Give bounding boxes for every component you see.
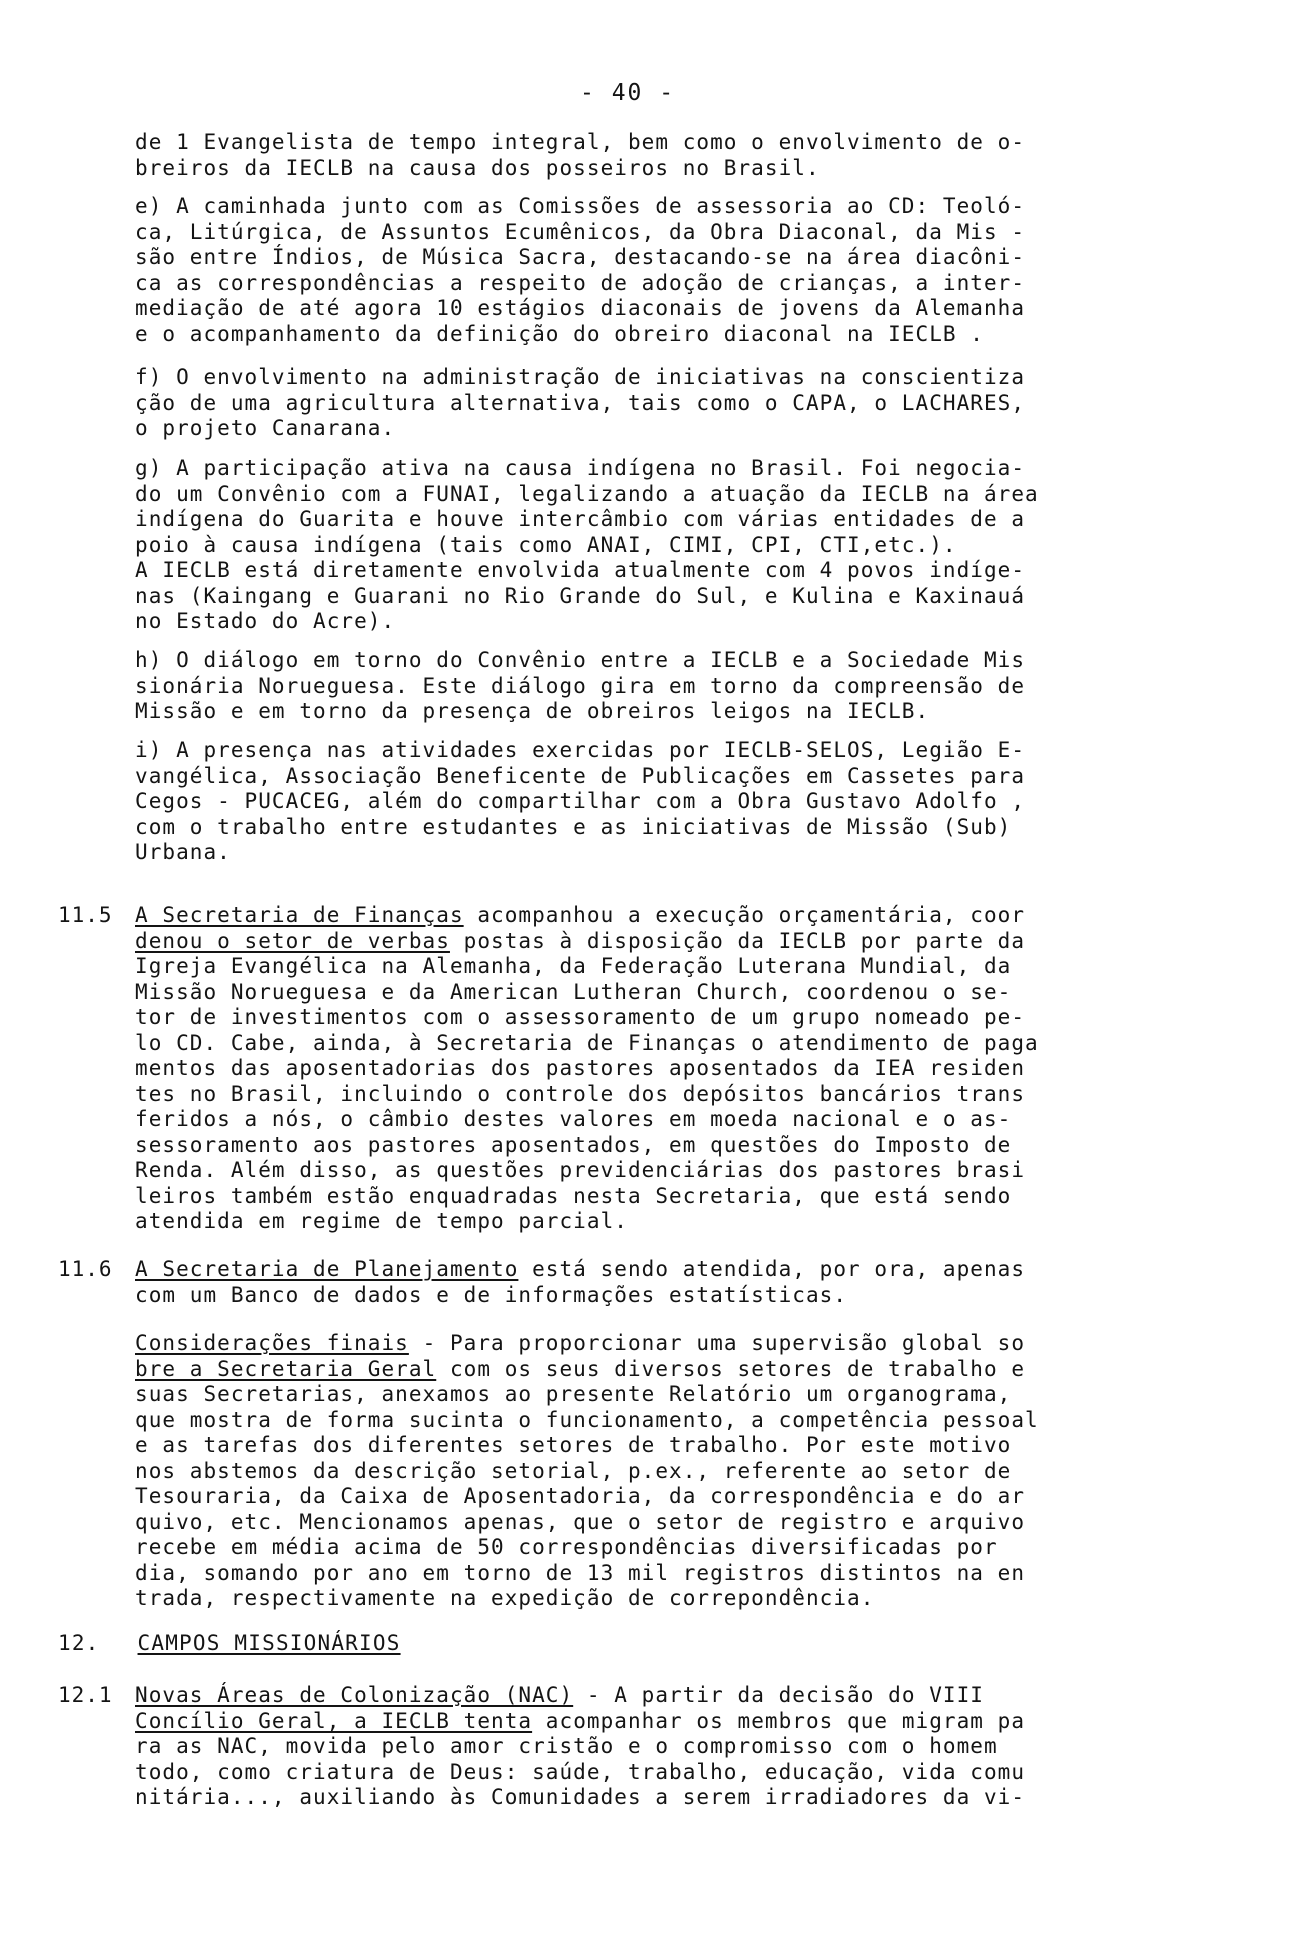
text-line: Urbana.: [135, 840, 231, 864]
text-line: suas Secretarias, anexamos ao presente Relatório um organograma,: [135, 1382, 1012, 1406]
text-line: feridos a nós, o câmbio destes valores em moeda nacional e o as-: [135, 1107, 1012, 1131]
list-item-f: [135, 365, 1180, 442]
section-number: 12.: [58, 1631, 100, 1655]
page-number: - 40 -: [580, 80, 676, 106]
text-line: ra as NAC, movida pelo amor cristão e o compromisso com o homem: [135, 1734, 998, 1758]
section-12-1: [135, 1683, 1180, 1811]
text-line: [135, 903, 1180, 929]
text-run: postas à disposição da IECLB por parte da: [449, 928, 1026, 953]
text-line: [135, 1331, 1180, 1357]
text-line: que mostra de forma sucinta o funcionamento, a competência pessoal: [135, 1407, 1039, 1432]
text-line: [135, 1257, 1180, 1283]
text-line: [135, 929, 1180, 955]
text-line: leiros também estão enquadradas nesta Secretaria, que está sendo: [135, 1183, 1012, 1208]
text-run: - Para proporcionar uma supervisão global so: [408, 1331, 1026, 1355]
section-number: 11.6: [58, 1257, 113, 1281]
underlined-text: bre a Secretaria Geral: [135, 1356, 437, 1381]
text-line: ção de uma agricultura alternativa, tais como o CAPA, o LACHARES,: [135, 390, 1026, 415]
text-line: com o trabalho entre estudantes e as iniciativas de Missão (Sub): [135, 814, 1012, 839]
list-item-e: [135, 194, 1180, 347]
underlined-text: denou o setor de verbas: [135, 928, 450, 953]
text-line: [135, 1709, 1180, 1735]
text-line: Igreja Evangélica na Alemanha, da Federação Luterana Mundial, da: [135, 954, 1012, 978]
text-line: f) O envolvimento na administração de iniciativas na conscientiza: [135, 365, 1026, 389]
text-line: atendida em regime de tempo parcial.: [135, 1209, 628, 1233]
text-run: está sendo atendida, por ora, apenas: [518, 1257, 1026, 1281]
text-line: tor de investimentos com o assessoramento de um grupo nomeado pe-: [135, 1005, 1026, 1029]
list-item-g: [135, 456, 1180, 635]
text-line: ca as correspondências a respeito de adoção de crianças, a inter-: [135, 270, 1026, 295]
list-item-i: [135, 738, 1180, 866]
text-line: todo, como criatura de Deus: saúde, trabalho, educação, vida comu: [135, 1759, 1026, 1784]
text-line: Tesouraria, da Caixa de Aposentadoria, da correspondência e do ar: [135, 1484, 1026, 1508]
underlined-title: A Secretaria de Finanças: [135, 903, 464, 927]
text-line: o projeto Canarana.: [135, 416, 396, 440]
underlined-title: A Secretaria de Planejamento: [135, 1257, 519, 1281]
underlined-title: Novas Áreas de Colonização (NAC): [135, 1683, 574, 1707]
text-line: são entre Índios, de Música Sacra, destacando-se na área diacôni-: [135, 245, 1026, 269]
text-line: Missão e em torno da presença de obreiros leigos na IECLB.: [135, 699, 930, 723]
final-considerations: [135, 1331, 1180, 1612]
text-line: breiros da IECLB na causa dos posseiros no Brasil.: [135, 155, 820, 180]
text-line: mentos das aposentadorias dos pastores aposentados da IEA residen: [135, 1056, 1026, 1080]
text-line: com um Banco de dados e de informações estatísticas.: [135, 1282, 848, 1307]
text-line: Missão Norueguesa e da American Lutheran Church, coordenou o se-: [135, 979, 1012, 1004]
text-run: com os seus diversos setores de trabalho e: [436, 1356, 1026, 1381]
list-item-h: [135, 648, 1180, 725]
text-line: sessoramento aos pastores aposentados, em questões do Imposto de: [135, 1132, 1012, 1157]
text-line: A IECLB está diretamente envolvida atualmente com 4 povos indíge-: [135, 558, 1026, 582]
text-line: ca, Litúrgica, de Assuntos Ecumênicos, da Obra Diaconal, da Mis -: [135, 219, 1026, 244]
text-line: e o acompanhamento da definição do obreiro diaconal na IECLB .: [135, 321, 984, 346]
text-line: sionária Norueguesa. Este diálogo gira em torno da compreensão de: [135, 673, 1026, 698]
section-title: CAMPOS MISSIONÁRIOS: [137, 1631, 401, 1655]
text-line: recebe em média acima de 50 correspondências diversificadas por: [135, 1535, 998, 1559]
underlined-title: Considerações finais: [135, 1331, 409, 1355]
text-line: i) A presença nas atividades exercidas por IECLB-SELOS, Legião E-: [135, 738, 1026, 762]
text-line: h) O diálogo em torno do Convênio entre a IECLB e a Sociedade Mis: [135, 648, 1026, 672]
text-line: do um Convênio com a FUNAI, legalizando a atuação da IECLB na área: [135, 481, 1039, 506]
text-line: poio à causa indígena (tais como ANAI, CIMI, CPI, CTI,etc.).: [135, 532, 957, 557]
section-12-heading: [58, 1631, 401, 1657]
underlined-text: Concílio Geral, a IECLB tenta: [135, 1708, 533, 1733]
text-line: nas (Kaingang e Guarani no Rio Grande do Sul, e Kulina e Kaxinauá: [135, 583, 1026, 608]
text-line: [135, 1683, 1180, 1709]
text-line: quivo, etc. Mencionamos apenas, que o setor de registro e arquivo: [135, 1509, 1026, 1534]
text-line: e as tarefas dos diferentes setores de trabalho. Por este motivo: [135, 1433, 1012, 1457]
text-line: mediação de até agora 10 estágios diaconais de jovens da Alemanha: [135, 296, 1026, 320]
paragraph-intro: [135, 130, 1180, 181]
text-line: no Estado do Acre).: [135, 609, 396, 633]
text-line: trada, respectivamente na expedição de correpondência.: [135, 1586, 875, 1610]
text-line: de 1 Evangelista de tempo integral, bem como o envolvimento de o-: [135, 130, 1026, 154]
text-line: Renda. Além disso, as questões previdenciárias dos pastores brasi: [135, 1158, 1026, 1182]
text-line: tes no Brasil, incluindo o controle dos depósitos bancários trans: [135, 1081, 1026, 1106]
text-line: indígena do Guarita e houve intercâmbio com várias entidades de a: [135, 507, 1026, 531]
text-line: e) A caminhada junto com as Comissões de assessoria ao CD: Teoló-: [135, 194, 1026, 218]
text-line: lo CD. Cabe, ainda, à Secretaria de Finanças o atendimento de paga: [135, 1030, 1039, 1055]
text-line: Cegos - PUCACEG, além do compartilhar com a Obra Gustavo Adolfo ,: [135, 789, 1026, 813]
text-run: acompanhou a execução orçamentária, coor: [463, 903, 1026, 927]
section-11-6: [135, 1257, 1180, 1308]
text-line: nitária..., auxiliando às Comunidades a serem irradiadores da vi-: [135, 1785, 1026, 1809]
text-line: dia, somando por ano em torno de 13 mil registros distintos na en: [135, 1560, 1026, 1585]
text-line: g) A participação ativa na causa indígena no Brasil. Foi negocia-: [135, 456, 1026, 480]
section-number: 12.1: [58, 1683, 113, 1707]
text-run: - A partir da decisão do VIII: [573, 1683, 984, 1707]
section-11-5: [135, 903, 1180, 1235]
section-number: 11.5: [58, 903, 113, 927]
text-line: nos abstemos da descrição setorial, p.ex., referente ao setor de: [135, 1458, 1012, 1483]
text-line: [135, 1357, 1180, 1383]
text-line: vangélica, Associação Beneficente de Publicações em Cassetes para: [135, 763, 1026, 788]
text-run: acompanhar os membros que migram pa: [532, 1708, 1026, 1733]
